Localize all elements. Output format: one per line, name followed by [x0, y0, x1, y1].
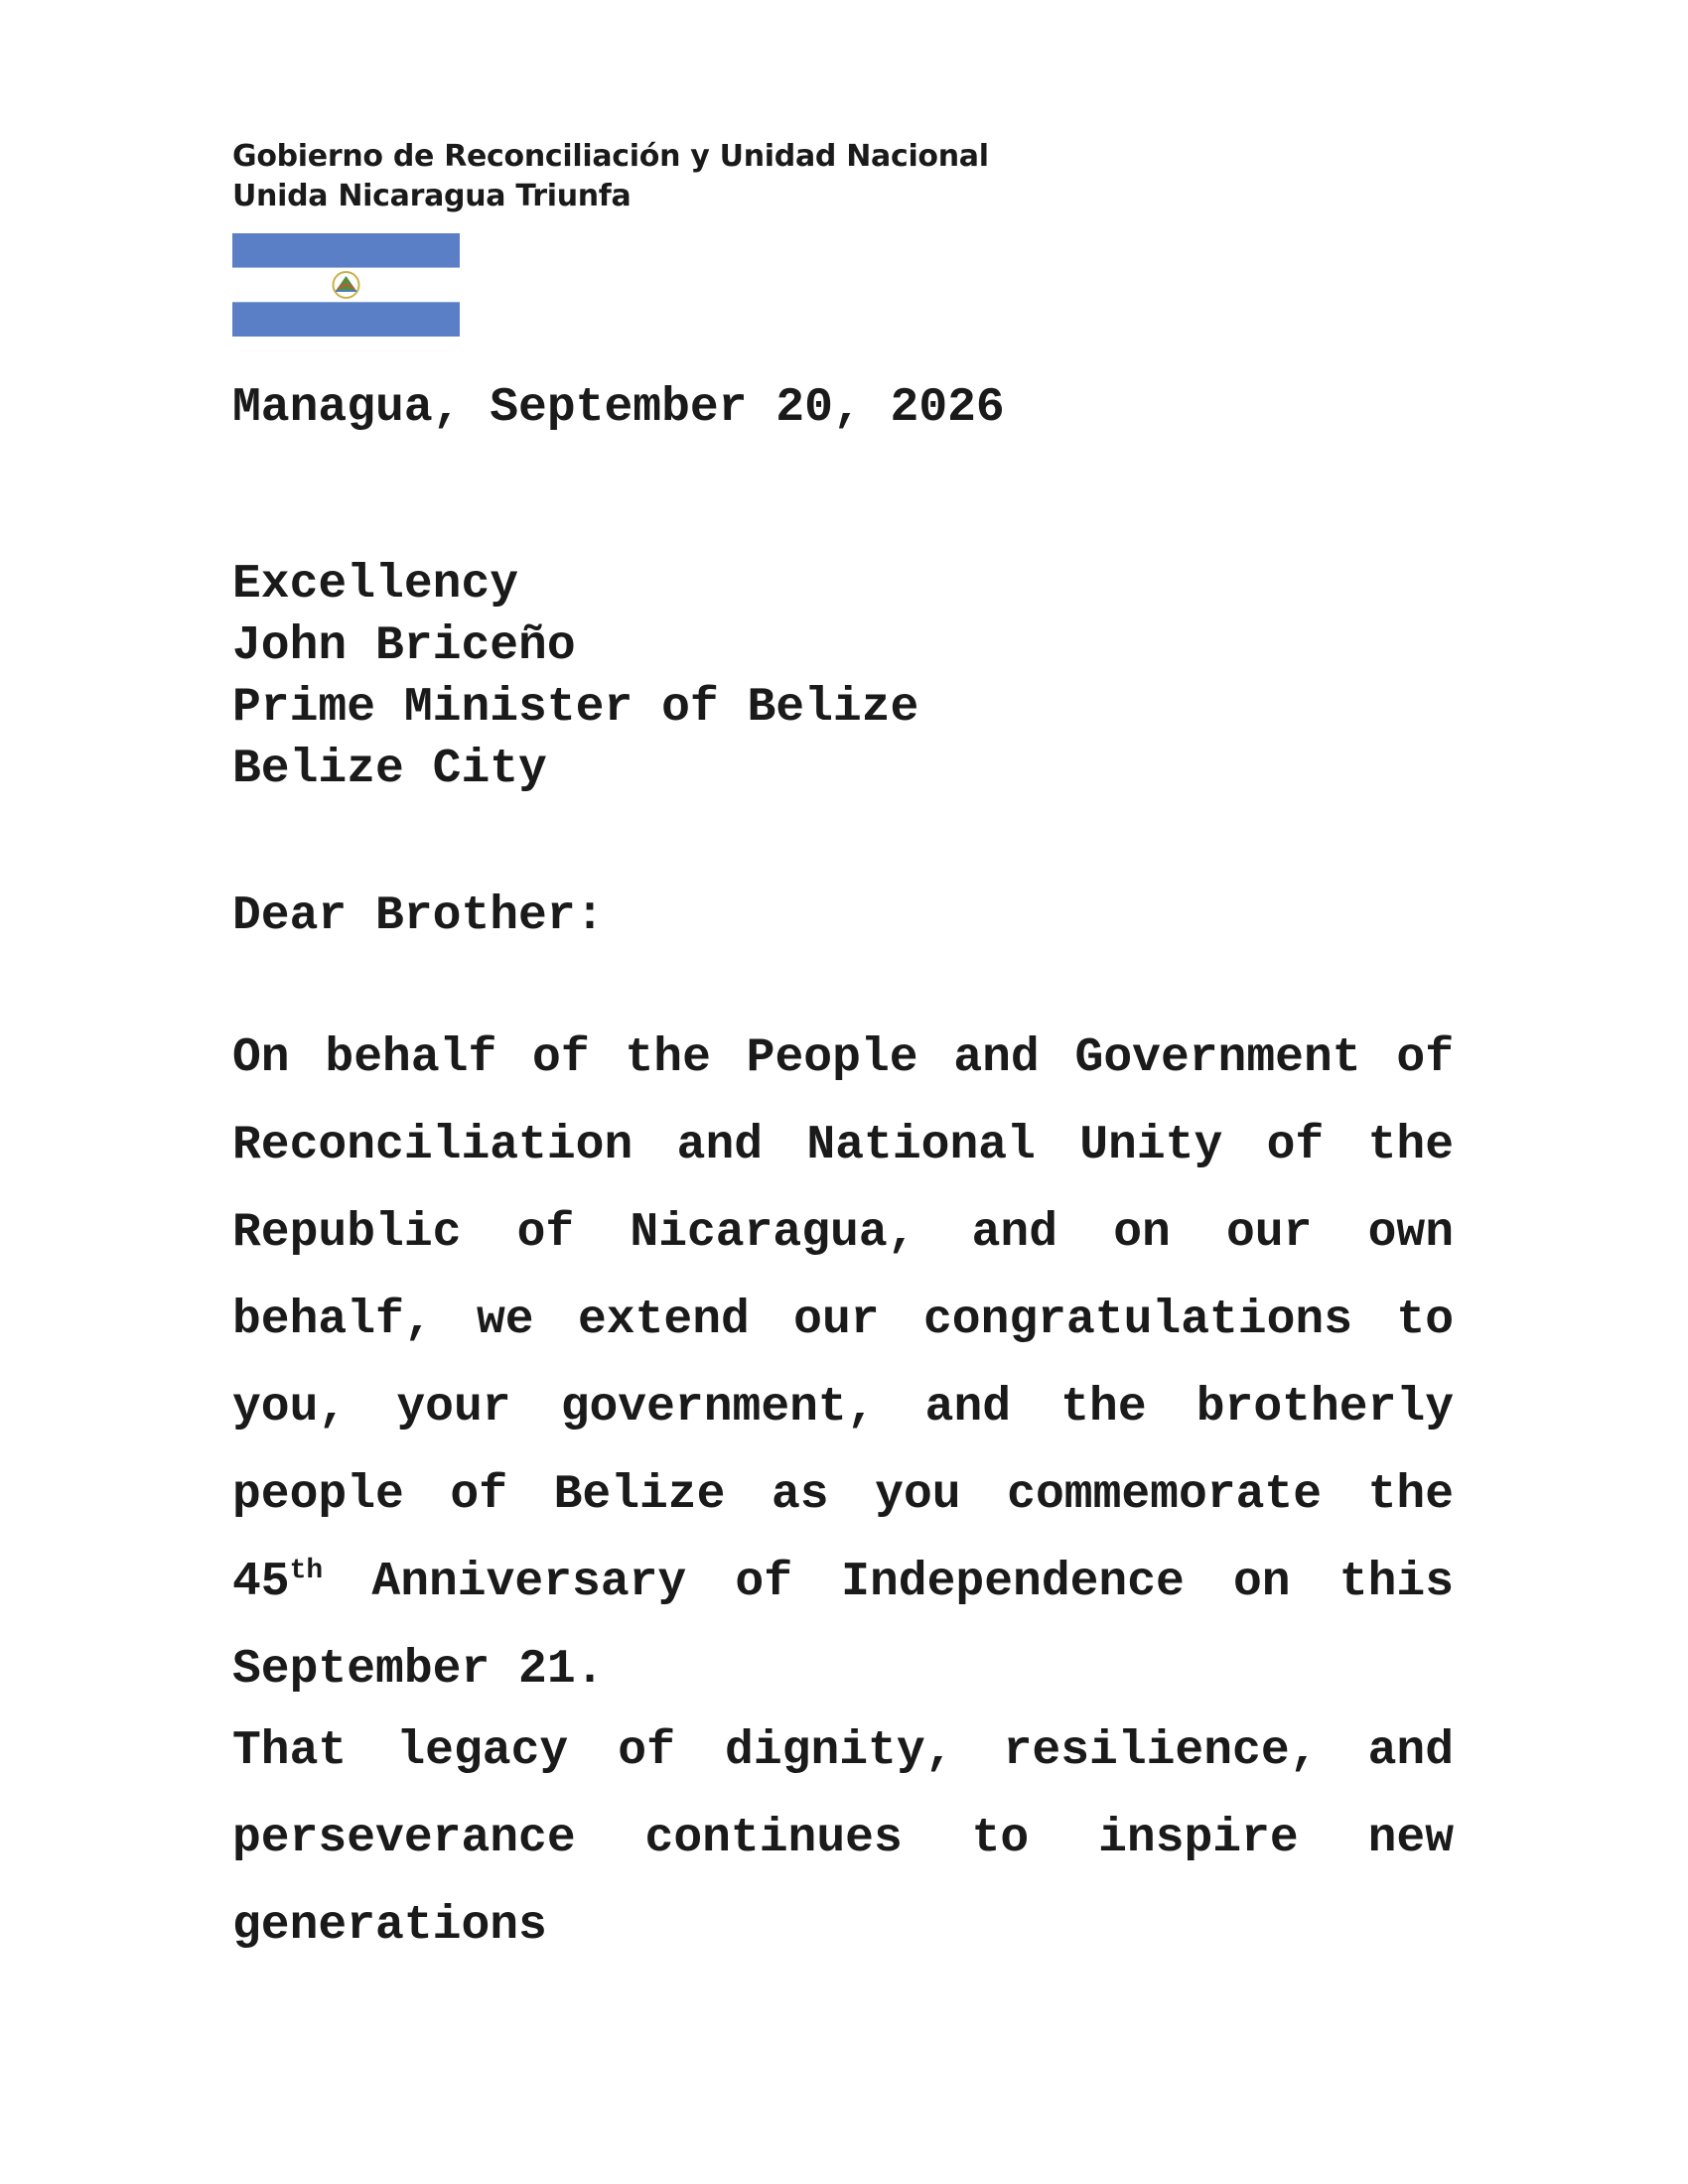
letterhead	[232, 137, 989, 216]
body-paragraph-legacy: That legacy of dignity, resilience, and perseverance continues to inspire new generations	[232, 1724, 1454, 1953]
letter-date: Managua, September 20, 2026	[232, 381, 1005, 435]
paragraph-text-start: On behalf of the People and Government of Reconciliation and National Unity of the Republic of Nicaragua, and on our own behalf, we extend our congratulations to you, your government, and the brotherly people of Belize as you commemorate the 45	[232, 1031, 1454, 1609]
letterhead-line-motto: Unida Nicaragua Triunfa	[232, 179, 632, 213]
nicaragua-flag-icon	[232, 233, 460, 337]
recipient-block	[232, 554, 918, 800]
ordinal-superscript: th	[289, 1556, 324, 1586]
recipient-name: John Briceño	[232, 619, 576, 673]
recipient-title: Prime Minister of Belize	[232, 681, 919, 735]
body-paragraph-congratulations	[232, 1015, 1454, 1713]
recipient-city: Belize City	[232, 743, 547, 796]
recipient-honorific: Excellency	[232, 558, 519, 612]
letterhead-line-government: Gobierno de Reconciliación y Unidad Nacional	[232, 139, 989, 174]
salutation: Dear Brother:	[232, 889, 605, 943]
paragraph-text-end: Anniversary of Independence on this September 21.	[232, 1556, 1454, 1697]
